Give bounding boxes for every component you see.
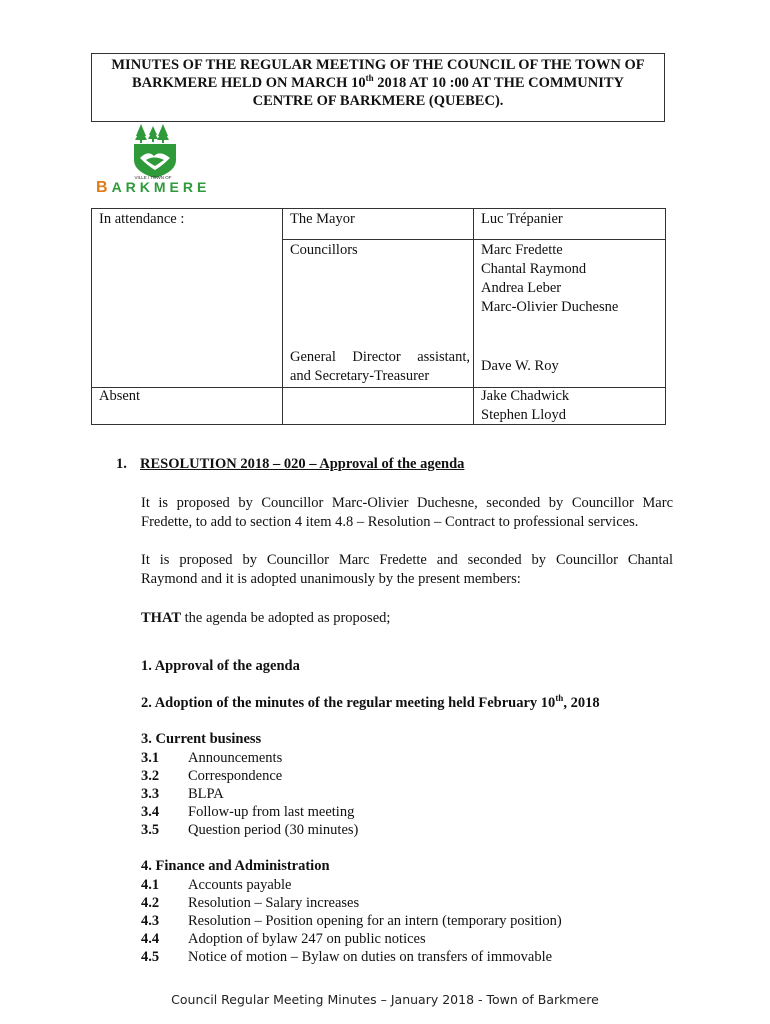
gd-name: Dave W. Roy [481,358,559,374]
subitem-number: 4.2 [141,895,160,911]
title-line-2-start: BARKMERE HELD ON MARCH 10 [131,75,366,91]
paragraph-proposal [141,494,673,532]
councillor-name: Marc-Olivier Duchesne [481,299,619,315]
attendance-label: In attendance : [99,211,185,227]
paragraph-line: It is proposed by Councillor Marc-Olivier Duchesne, seconded by Councillor Marc [141,495,673,511]
subitem-number: 3.4 [141,804,160,820]
title-line-2 [92,75,664,92]
absent-name: Stephen Lloyd [481,407,566,423]
agenda-subitem [141,749,282,767]
agenda-item-2 [141,695,600,712]
agenda-subitem [141,912,562,930]
mayor-name: Luc Trépanier [481,211,563,227]
mayor-role: The Mayor [290,211,355,227]
subitem-text: Notice of motion – Bylaw on duties on transfers of immovable [188,949,553,965]
councillors-role: Councillors [290,242,358,258]
absent-name: Jake Chadwick [481,388,570,404]
subitem-text: Resolution – Salary increases [188,895,360,911]
paragraph-adoption [141,551,673,589]
agenda-subitem [141,948,552,966]
that-keyword: THAT [141,610,182,626]
paragraph-line: Raymond and it is adopted unanimously by the present members: [141,571,521,587]
logo-small-text: VILLE / TOWN OF [134,175,172,180]
subitem-text: BLPA [188,786,224,802]
paragraph-line: It is proposed by Councillor Marc Fredette and seconded by Councillor Chantal [141,552,673,568]
attendance-table [91,208,666,425]
table-row-divider [92,387,666,388]
town-logo [96,122,214,200]
title-line-3: CENTRE OF BARKMERE (QUEBEC). [252,93,504,109]
agenda-subitem [141,894,359,912]
subitem-text: Announcements [188,750,283,766]
section-heading [116,456,464,473]
subitem-number: 4.1 [141,877,160,893]
title-line-1: MINUTES OF THE REGULAR MEETING OF THE COUNCIL OF THE TOWN OF [111,57,645,73]
subitem-number: 3.5 [141,822,160,838]
gd-role-line-1: General Director assistant, [290,349,470,365]
subitem-text: Accounts payable [188,877,292,893]
gd-role-line-2: and Secretary-Treasurer [290,368,430,384]
subitem-number: 3.1 [141,750,160,766]
agenda-subitem [141,803,354,821]
subitem-number: 4.3 [141,913,160,929]
councillor-name: Marc Fredette [481,242,563,258]
logo-initial: B [96,179,112,196]
subitem-number: 4.4 [141,931,160,947]
agenda-subitem [141,767,282,785]
subitem-text: Correspondence [188,768,283,784]
agenda-item-3: 3. Current business [141,731,262,747]
that-clause [141,609,673,628]
agenda-subitem [141,930,426,948]
title-superscript: th [365,73,374,84]
that-text: the agenda be adopted as proposed; [181,610,391,626]
agenda-subitem [141,876,291,894]
subitem-number: 3.2 [141,768,160,784]
title-box [91,53,665,122]
subitem-text: Question period (30 minutes) [188,822,359,838]
councillor-name: Andrea Leber [481,280,562,296]
subitem-number: 4.5 [141,949,160,965]
logo-rest: ARKMERE [111,179,211,195]
agenda-subitem [141,821,358,839]
table-divider [282,209,283,424]
section-title: RESOLUTION 2018 – 020 – Approval of the agenda [140,456,465,472]
councillor-name: Chantal Raymond [481,261,587,277]
agenda-item-4: 4. Finance and Administration [141,858,330,874]
agenda-superscript: th [555,693,564,704]
paragraph-line: Fredette, to add to section 4 item 4.8 – Resolution – Contract to professional services. [141,514,639,530]
agenda-item-1: 1. Approval of the agenda [141,658,300,674]
section-number: 1. [116,456,127,472]
table-divider [473,209,474,424]
agenda-item-2-start: 2. Adoption of the minutes of the regular meeting held February 10 [141,695,556,711]
table-row-divider [282,239,666,240]
agenda-subitem [141,785,224,803]
subitem-text: Adoption of bylaw 247 on public notices [188,931,426,947]
page-footer: Council Regular Meeting Minutes – January 2018 - Town of Barkmere [171,992,599,1007]
title-line-2-end: 2018 AT 10 :00 AT THE COMMUNITY [373,75,625,91]
agenda-item-2-end: , 2018 [563,695,600,711]
subitem-text: Follow-up from last meeting [188,804,355,820]
subitem-text: Resolution – Position opening for an intern (temporary position) [188,913,562,929]
absent-label: Absent [99,388,141,404]
logo-wordmark [96,179,210,197]
subitem-number: 3.3 [141,786,160,802]
